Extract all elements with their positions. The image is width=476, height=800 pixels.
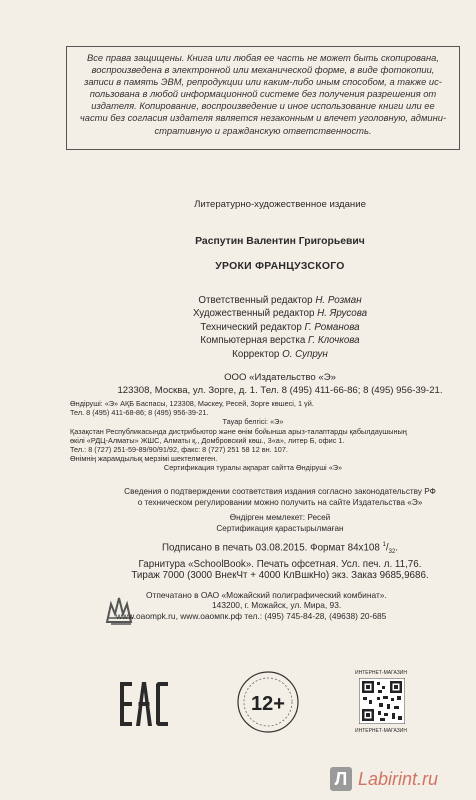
shelf-life: Өнімнің жарамдылық мерзімі шектелмеген. <box>70 454 218 464</box>
copyright-notice <box>66 46 460 150</box>
distributor-line: өкілі «РДЦ-Алматы» ЖШС, Алматы қ., Домбровский көш., 3«а», литер Б, офис 1. <box>70 435 345 445</box>
country-block <box>0 512 476 534</box>
credit-row: Технический редактор Г. Романова <box>200 321 360 333</box>
credit-row: Компьютерная верстка Г. Клочкова <box>200 335 360 347</box>
publisher-address: 123308, Москва, ул. Зорге, д. 1. Тел. 8 (495) 411-66-86; 8 (495) 956-39-21. <box>117 385 443 396</box>
credit-row: Художественный редактор Н. Ярусова <box>192 308 368 320</box>
labirint-logo-icon: Л <box>330 767 352 791</box>
copyright-line: записи в память ЭВМ, репродукции или каким-либо иным способом, а также ис- <box>84 76 442 88</box>
internet-shop-label-bottom: ИНТЕРНЕТ-МАГАЗИН <box>355 728 407 734</box>
trademark: Тауар белгісі: «Э» <box>222 417 284 427</box>
certification-note: Сертификация қарастырылмаған <box>216 524 344 533</box>
labirint-text: Labirint.ru <box>358 769 439 789</box>
credits-list <box>0 294 476 361</box>
production-country: Өндірген мемлекет: Ресей <box>229 513 331 522</box>
distributor-line: Қазақстан Республикасында дистрибьютор және өнім бойынша арыз-талаптарды қабылдаушының <box>70 426 407 436</box>
svg-text:12+: 12+ <box>251 693 285 715</box>
edition-type: Литературно-художественное издание <box>194 199 366 210</box>
distributor-line: Тел.: 8 (727) 251-59-89/90/91/92, факс: 8 (727) 251 58 12 вн. 107. <box>70 445 288 455</box>
internet-shop-label-top: ИНТЕРНЕТ-МАГАЗИН <box>355 670 407 676</box>
internet-shop-qr <box>342 670 420 740</box>
kz-manufacturer-line: Өндіруші: «Э» АҚБ Баспасы, 123308, Мәскеу, Ресей, Зорге көшесі, 1 үй. <box>70 399 314 408</box>
conformity-line: о техническом регулировании можно получить на сайте Издательства «Э» <box>137 498 423 507</box>
printer-name: Отпечатано в ОАО «Можайский полиграфический комбинат». <box>146 590 387 600</box>
labirint-watermark <box>330 767 476 795</box>
certification-kz: Сертификация туралы ақпарат сайтта Өндіруші «Э» <box>163 463 343 473</box>
printer-address: 143200, г. Можайск, ул. Мира, 93. <box>212 600 342 611</box>
author-name: Распутин Валентин Григорьевич <box>195 236 365 247</box>
certification-marks <box>118 664 448 744</box>
credit-row: Ответственный редактор Н. Розман <box>198 295 362 306</box>
qr-code-icon <box>359 678 405 724</box>
copyright-line: части без согласия издателя является незаконным и влечет уголовную, админи- <box>79 112 447 124</box>
copyright-line: издателя. Копирование, воспроизведение и иное использование книги или ее <box>91 100 435 112</box>
copyright-line: стративную и гражданскую ответственность. <box>154 124 372 136</box>
book-title: УРОКИ ФРАНЦУЗСКОГО <box>215 261 345 272</box>
kazakh-info-block <box>70 399 426 473</box>
print-signed-line: Подписано в печать 03.08.2015. Формат 84x108 $^1/_{32}$. <box>161 542 399 556</box>
typeface-line: Гарнитура «SchoolBook». Печать офсетная. Усл. печ. л. 11,76. <box>138 558 422 570</box>
print-run-line: Тираж 7000 (3000 ВнекЧт + 4000 КлВшкНо) экз. Заказ 9685,9686. <box>131 570 429 582</box>
print-details <box>0 540 476 582</box>
copyright-line: Все права защищены. Книга или любая ее часть не может быть скопирована, <box>86 52 439 63</box>
conformity-line: Сведения о подтверждении соответствия издания согласно законодательству РФ <box>124 487 436 496</box>
age-rating-badge-icon <box>236 670 300 734</box>
printer-info <box>116 590 387 621</box>
kz-manufacturer-line: Тел. 8 (495) 411-68-86; 8 (495) 956-39-21. <box>70 408 209 418</box>
publisher-name: ООО «Издательство «Э» <box>224 372 336 383</box>
conformity-block <box>0 486 476 508</box>
copyright-line: пользована в любой информационной системе без получения разрешения от <box>89 88 437 100</box>
eac-mark-icon <box>118 678 170 730</box>
copyright-line: воспроизведена в электронной или механической форме, в виде фотокопии, <box>91 64 435 76</box>
credit-row: Корректор О. Супрун <box>232 348 328 360</box>
printer-contacts: www.oaompk.ru, www.оаомпк.рф тел.: (495) 745-84-28, (49638) 20-685 <box>116 610 387 621</box>
